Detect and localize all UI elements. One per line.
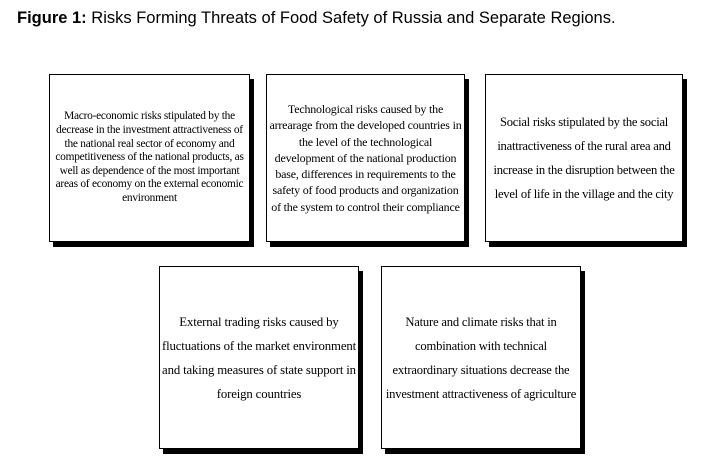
figure-label: Figure 1: bbox=[17, 9, 87, 27]
figure-caption: Risks Forming Threats of Food Safety of Russia and Separate Regions. bbox=[91, 9, 616, 27]
nature-climate-risks-text: Nature and climate risks that in combination with technical extraordinary situations decrease the investment attractiveness of agriculture bbox=[385, 314, 577, 401]
external-trading-risks-box bbox=[159, 266, 359, 449]
figure-title bbox=[17, 9, 697, 28]
macro-economic-risks-text: Macro-economic risks stipulated by the decrease in the investment attractiveness of the national real sector of economy and competitiveness of the national products, as well as dependence of the most important areas of economy on the external economic environment bbox=[55, 110, 244, 204]
macro-economic-risks-box bbox=[49, 74, 250, 242]
external-trading-risks-text: External trading risks caused by fluctuations of the market environment and taking measures of state support in foreign countries bbox=[162, 314, 357, 401]
technological-risks-text: Technological risks caused by the arrearage from the developed countries in the level of the technological development of the national production base, differences in requirements to the safety of food products and organization of the system to control their compliance bbox=[269, 102, 462, 214]
technological-risks-box bbox=[266, 74, 465, 242]
nature-climate-risks-box bbox=[381, 266, 581, 449]
social-risks-text: Social risks stipulated by the social inattractiveness of the rural area and increase in the disruption between the level of life in the village and the city bbox=[493, 115, 675, 201]
social-risks-box bbox=[485, 74, 683, 242]
